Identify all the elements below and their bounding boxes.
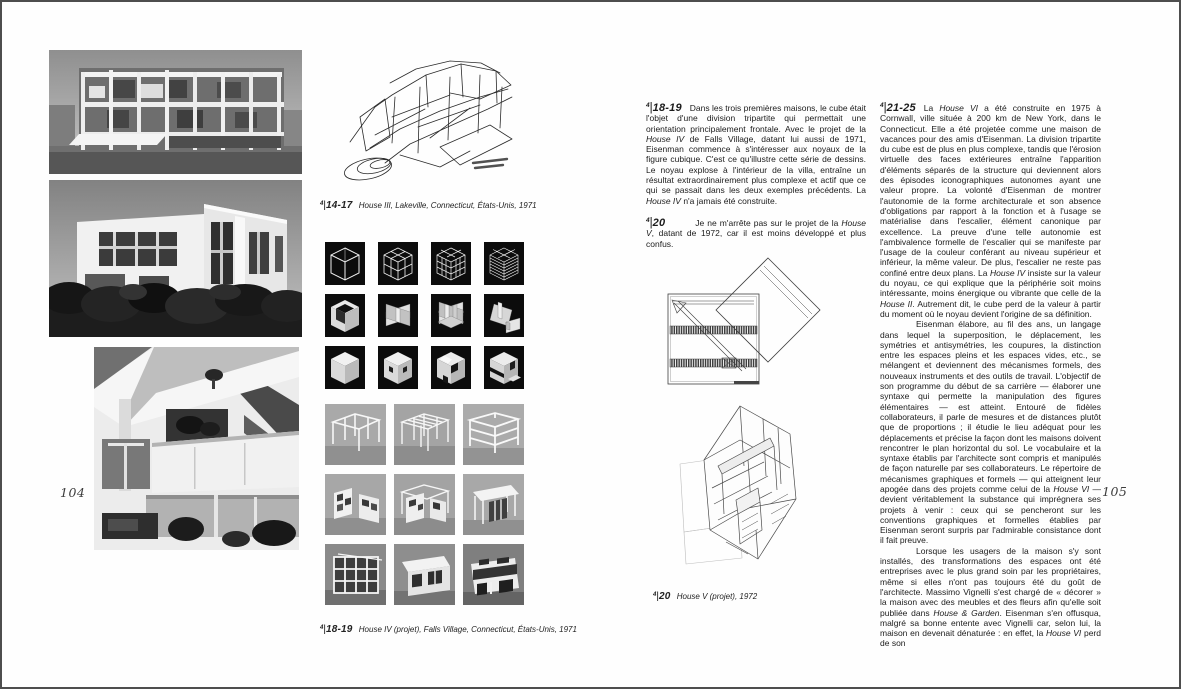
house3-exterior-photo [49,180,302,337]
figure-ref: $^4$|18-19 [320,624,353,635]
figure-ref: $^4$|20 [653,591,671,602]
house5-caption [653,591,853,602]
cube-diagram [378,346,418,389]
cube-diagram [325,294,365,337]
paragraph [646,216,866,249]
house3-construction-photo [49,50,302,174]
model-photo [463,544,524,605]
house5-axonometric-drawing [678,404,806,566]
cube-diagram [484,294,524,337]
house3-sketch-drawing [330,47,537,195]
text-column-2 [880,101,1101,649]
model-photo [394,404,455,465]
cube-diagram [431,242,471,285]
right-page-number: 105 [1102,484,1128,499]
cube-diagram [378,294,418,337]
model-photo [394,544,455,605]
caption-text: House IV (projet), Falls Village, Connecticut, États-Unis, 1971 [358,625,577,634]
house4-model-photo-grid [325,404,524,605]
house4-cube-diagram-grid [325,242,524,389]
model-photo [325,474,386,535]
cube-diagram [484,346,524,389]
paragraph-text: Dans les trois premières maisons, le cube était l'objet d'une division tripartite qui permettait une orientation principalement frontale. Avec le projet de la House IV de Falls Village, datant lui aussi de 1971, Eisenman commence à s'intéresser aux noyaux de la figure cubique. C'est ce qu'illustre cette série de dessins. Le noyau explose à l'intérieur de la villa, entraîne un résultat extraordinairement plus complexe et actif que ce qui se passait dans les deux exemples précédents. La House IV n'a jamais été construite. [646,103,866,206]
caption-text: House V (projet), 1972 [676,592,758,601]
paragraph-text: Eisenman élabore, au fil des ans, un langage dans lequel la superposition, le déplacement, les symétries et antisymétries, les coupures, la distinction entre les espaces pleins et les espaces vides, etc., se mélangent et deviennent des mécanismes formels, des nouveaux instruments et des outils de travail. L'objectif de son programme du début de sa carrière — élaborer une syntaxe qui permette la manipulation des figures élémentaires — est atteint. Entouré de fidèles collaborateurs, il parle de mesures et de distances plutôt que de proportions ; il étudie le lieu adéquat pour les déplacements et précise la façon dont les maisons doivent rencontrer le plan horizontal du sol. Le vocabulaire et la syntaxe établis par l'architecte sont compris et manipulés de façon naturelle par ses collaborateurs. Le répertoire de mécanismes graphiques et formels — qui atteignent leur apogée dans des projets comme celui de la House VI — devient véritablement la substance qui imprégnera ses projets à venir : ceux qui se pencheront sur les conventions graphiques et formelles établies par Eisenman seront surpris par l'admirable consistance dont il fait preuve. [880,319,1101,546]
margin-ref: $^4$|18-19 [646,102,682,114]
model-photo [325,544,386,605]
left-page-number: 104 [60,485,86,500]
margin-ref: $^4$|20 [646,216,666,229]
house3-caption [320,200,580,211]
paragraph [880,546,1101,649]
cube-diagram [325,346,365,389]
paragraph-text: Lorsque les usagers de la maison s'y sont installés, des transformations des espaces ont été entreprises avec le plus grand soin par les propriétaires, même si elles n'ont pas toujours été du goût de l'architecte. Massimo Vignelli s'est chargé de « décorer » la maison avec des meubles et des fleurs afin qu'elle soit publiée dans House & Garden. Eisenman s'en offusqua, malgré sa bonne entente avec Vignelli car, selon lui, la maison en devenait dénaturée : en effet, la House VI perd de son [880,545,1101,649]
paragraph-text: La House VI a été construite en 1975 à Cornwall, ville située à 200 km de New York, dans le Connecticut. Elle a été projetée comme une maison de vacances pour des amis d'Eisenman. La division tripartite du cube est de plus en plus complexe, tandis que l'érosion virtuelle des faces extérieures entraîne l'apparition d'éléments séparés de la structure qui deviennent alors des épisodes iconographiques autonomes ayant une valeur propre. La volonté d'Eisenman de montrer l'autonomie de la forme architecturale et son absence d'obligations par rapport à la fonction et à l'usage se matérialise dans l'escalier, élément canonique par excellence. La preuve d'une telle autonomie est l'ambivalence formelle de l'escalier qui se manifeste par l'usage de la couleur conférant au niveau supérieur et inférieur, la même valeur. De plus, l'escalier ne reste pas confiné entre deux plans. La House IV insiste sur la valeur du noyau, ce qui explique que la périphérie soit moins intéressante, moins énergique ou vibrante que celle de la House II. Autrement dit, le cube perd de la valeur à partir du moment où le noyau devient l'origine de sa définition. [880,103,1101,319]
cube-diagram [325,242,365,285]
text-column-1 [646,101,866,249]
model-photo [463,404,524,465]
paragraph [880,101,1101,319]
paragraph [880,319,1101,546]
model-photo [394,474,455,535]
cube-diagram [431,294,471,337]
cube-diagram [484,242,524,285]
cube-diagram [378,242,418,285]
caption-text: House III, Lakeville, Connecticut, États-Unis, 1971 [358,201,537,210]
margin-ref: $^4$|21-25 [880,102,916,114]
house3-interior-photo [94,347,299,550]
house5-plan-drawing [664,256,824,390]
model-photo [325,404,386,465]
figure-ref: $^4$|14-17 [320,200,353,211]
paragraph-text: Je ne m'arrête pas sur le projet de la House V, datant de 1972, car il est moins développé et plus confus. [646,217,866,249]
cube-diagram [431,346,471,389]
model-photo [463,474,524,535]
paragraph [646,101,866,206]
house4-caption [320,624,620,635]
